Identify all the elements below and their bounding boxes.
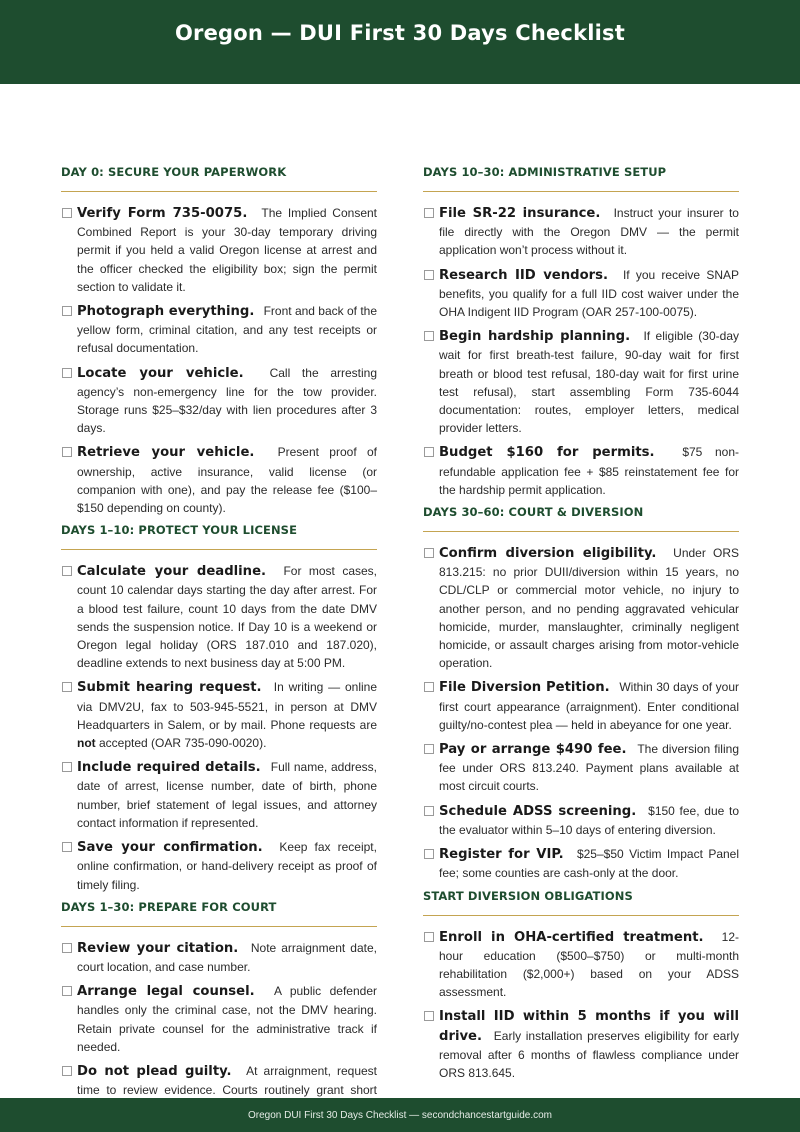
section-title: DAYS 1–30: PREPARE FOR COURT [61,900,377,927]
item-title: Arrange legal counsel. [77,984,255,1000]
item-title: Install IID within 5 months if you will drive. [439,1009,739,1044]
right-column [423,165,739,1088]
checkbox-icon[interactable] [424,331,434,341]
item-body: Front and back of the yellow form, criminal citation, and any test receipts or refusal documentation. [77,304,378,356]
section-title: DAY 0: SECURE YOUR PAPERWORK [61,165,377,192]
item-title: Pay or arrange $490 fee. [439,742,627,758]
item-body-emphasis: not [77,736,96,751]
checklist-item [61,204,377,296]
checklist-item [61,443,377,517]
checkbox-icon[interactable] [62,447,72,457]
checkbox-icon[interactable] [62,368,72,378]
checkbox-icon[interactable] [62,208,72,218]
item-body: If eligible (30-day wait for first breath-test failure, 90-day wait for first breath or blood test refusal, 180-day wait for first urine test refusal), start assembling Form 735-6044 documentation: routes, employer letters, medical provider letters. [439,329,739,436]
checklist-item [423,266,739,322]
checkbox-icon[interactable] [62,762,72,772]
checklist-item [423,204,739,260]
item-title: Do not plead guilty. [77,1063,232,1079]
item-body: The Implied Consent Combined Report is your 30-day temporary driving permit if you held a valid Oregon license at arrest and the officer checked the eligibility box; sign the permit section to validate it. [77,206,378,294]
checkbox-icon[interactable] [424,447,434,457]
checklist-item [61,939,377,976]
item-title: Calculate your deadline. [77,564,267,580]
checkbox-icon[interactable] [62,842,72,852]
item-title: File SR-22 insurance. [439,206,601,221]
checkbox-icon[interactable] [62,943,72,953]
checklist-item [61,364,377,438]
item-title: Budget $160 for permits. [439,445,655,461]
item-title: Submit hearing request. [77,680,262,696]
checklist-item [61,838,377,894]
checklist-item [423,443,739,499]
item-body: Call the arresting agency’s non-emergency line for the tow provider. Storage runs $25–$32/day with lien procedures after 3 days. [77,365,378,436]
checkbox-icon[interactable] [424,806,434,816]
checkbox-icon[interactable] [62,986,72,996]
checkbox-icon[interactable] [424,849,434,859]
checkbox-icon[interactable] [62,682,72,692]
item-body: Under ORS 813.215: no prior DUII/diversion within 15 years, no CDL/CLP or commercial motor vehicle, no injury to another person, and no pending aggravated vehicular homicide, murder, manslaughter, criminally negligent homicide, or assault charges arising from motor-vehicle operation. [439,546,739,671]
checklist-item [61,562,377,672]
checklist-item [423,845,739,882]
item-body: Note arraignment date, court location, and case number. [77,940,377,974]
checkbox-icon[interactable] [424,682,434,692]
item-body-text: In writing — online via DMV2U, fax to 503-945-5521, in person at DMV Headquarters in Salem, or by mail. Phone requests are [77,680,377,732]
checkbox-icon[interactable] [62,306,72,316]
checklist-section [423,505,739,882]
page-title: Oregon — DUI First 30 Days Checklist [175,21,625,45]
checklist-item [423,1007,739,1082]
checklist-item [423,740,739,796]
checklist-item [61,982,377,1056]
checklist-section [61,165,377,517]
checkbox-icon[interactable] [424,744,434,754]
item-body: $75 non-refundable application fee + $85 reinstatement fee for the hardship permit application. [439,445,739,497]
checkbox-icon[interactable] [62,1066,72,1076]
checklist-item [423,678,739,734]
checklist-section [423,889,739,1083]
checkbox-icon[interactable] [62,566,72,576]
item-title: Confirm diversion eligibility. [439,546,657,562]
item-body: Present proof of ownership, active insurance, valid license (or companion with one), and pay the release fee ($100–$150 depending on county). [77,445,378,516]
checkbox-icon[interactable] [424,932,434,942]
left-column [61,165,377,1124]
section-title: DAYS 10–30: ADMINISTRATIVE SETUP [423,165,739,192]
section-title: DAYS 1–10: PROTECT YOUR LICENSE [61,523,377,550]
item-title: Retrieve your vehicle. [77,445,255,461]
checklist-item [61,302,377,358]
item-title: Schedule ADSS screening. [439,803,637,819]
item-body: Early installation preserves eligibility for early removal after 6 months of flawless compliance under ORS 813.645. [439,1028,739,1080]
item-title: Begin hardship planning. [439,329,631,345]
checklist-item [423,544,739,672]
item-title: Enroll in OHA-certified treatment. [439,929,704,945]
checklist-item [61,758,377,832]
checkbox-icon[interactable] [424,1011,434,1021]
checkbox-icon[interactable] [424,270,434,280]
checklist-section [423,165,739,499]
item-body: $25–$50 Victim Impact Panel fee; some counties are cash-only at the door. [439,847,740,881]
item-title: Include required details. [77,760,261,776]
item-title: Review your citation. [77,940,239,956]
checkbox-icon[interactable] [424,208,434,218]
item-title: Register for VIP. [439,847,564,863]
item-body: 12-hour education ($500–$750) or multi-month rehabilitation ($2,000+) based on your ADSS assessment. [439,929,739,1000]
page-footer [0,1098,800,1132]
checklist-section [61,523,377,893]
section-title: DAYS 30–60: COURT & DIVERSION [423,505,739,532]
item-title: Save your confirmation. [77,840,263,856]
item-body: At arraignment, request time to review evidence. Courts routinely grant short [77,1063,377,1098]
item-body: The diversion filing fee under ORS 813.240. Payment plans available at most circuit courts. [439,742,739,794]
item-body: Instruct your insurer to file directly with the Oregon DMV — the permit application won’t process without it. [439,206,739,258]
checklist-section [61,900,377,1118]
item-body: If you receive SNAP benefits, you qualify for a full IID cost waiver under the OHA Indigent IID Program (OAR 257-100-0075). [439,267,739,320]
checklist-item [61,678,377,752]
page-header [0,0,800,84]
section-title: START DIVERSION OBLIGATIONS [423,889,739,916]
item-body: For most cases, count 10 calendar days starting the day after arrest. For a blood test failure, count 10 days from the date DMV sends the suspension notice. If Day 10 is a weekend or Oregon legal holiday (ORS 187.010 and 187.020), deadline extends to next business day at 5:00 PM. [77,564,378,671]
item-body: A public defender handles only the criminal case, not the DMV hearing. Retain private counsel for the administrative track if needed. [77,984,377,1054]
checkbox-icon[interactable] [424,548,434,558]
item-body: Keep fax receipt, online confirmation, or hand-delivery receipt as proof of timely filing. [77,840,377,892]
item-title: Research IID vendors. [439,267,609,283]
item-title: File Diversion Petition. [439,680,610,696]
item-body: $150 fee, due to the evaluator within 5–10 days of entering diversion. [439,803,740,837]
item-title: Photograph everything. [77,304,255,320]
item-title: Verify Form 735-0075. [77,206,248,221]
checklist-item [423,327,739,437]
footer-text: Oregon DUI First 30 Days Checklist — secondchancestartguide.com [247,1109,552,1121]
checklist-item [423,802,739,839]
item-body: Within 30 days of your first court appearance (arraignment). Enter conditional guilty/no-contest plea — held in abeyance for one year. [439,680,739,732]
item-body-text: accepted (OAR 735-090-0020). [99,736,267,751]
item-body: Full name, address, date of arrest, license number, date of birth, phone number, brief statement of legal issues, and attorney contact information if represented. [77,760,378,830]
checklist-item [423,928,739,1002]
item-title: Locate your vehicle. [77,365,244,381]
